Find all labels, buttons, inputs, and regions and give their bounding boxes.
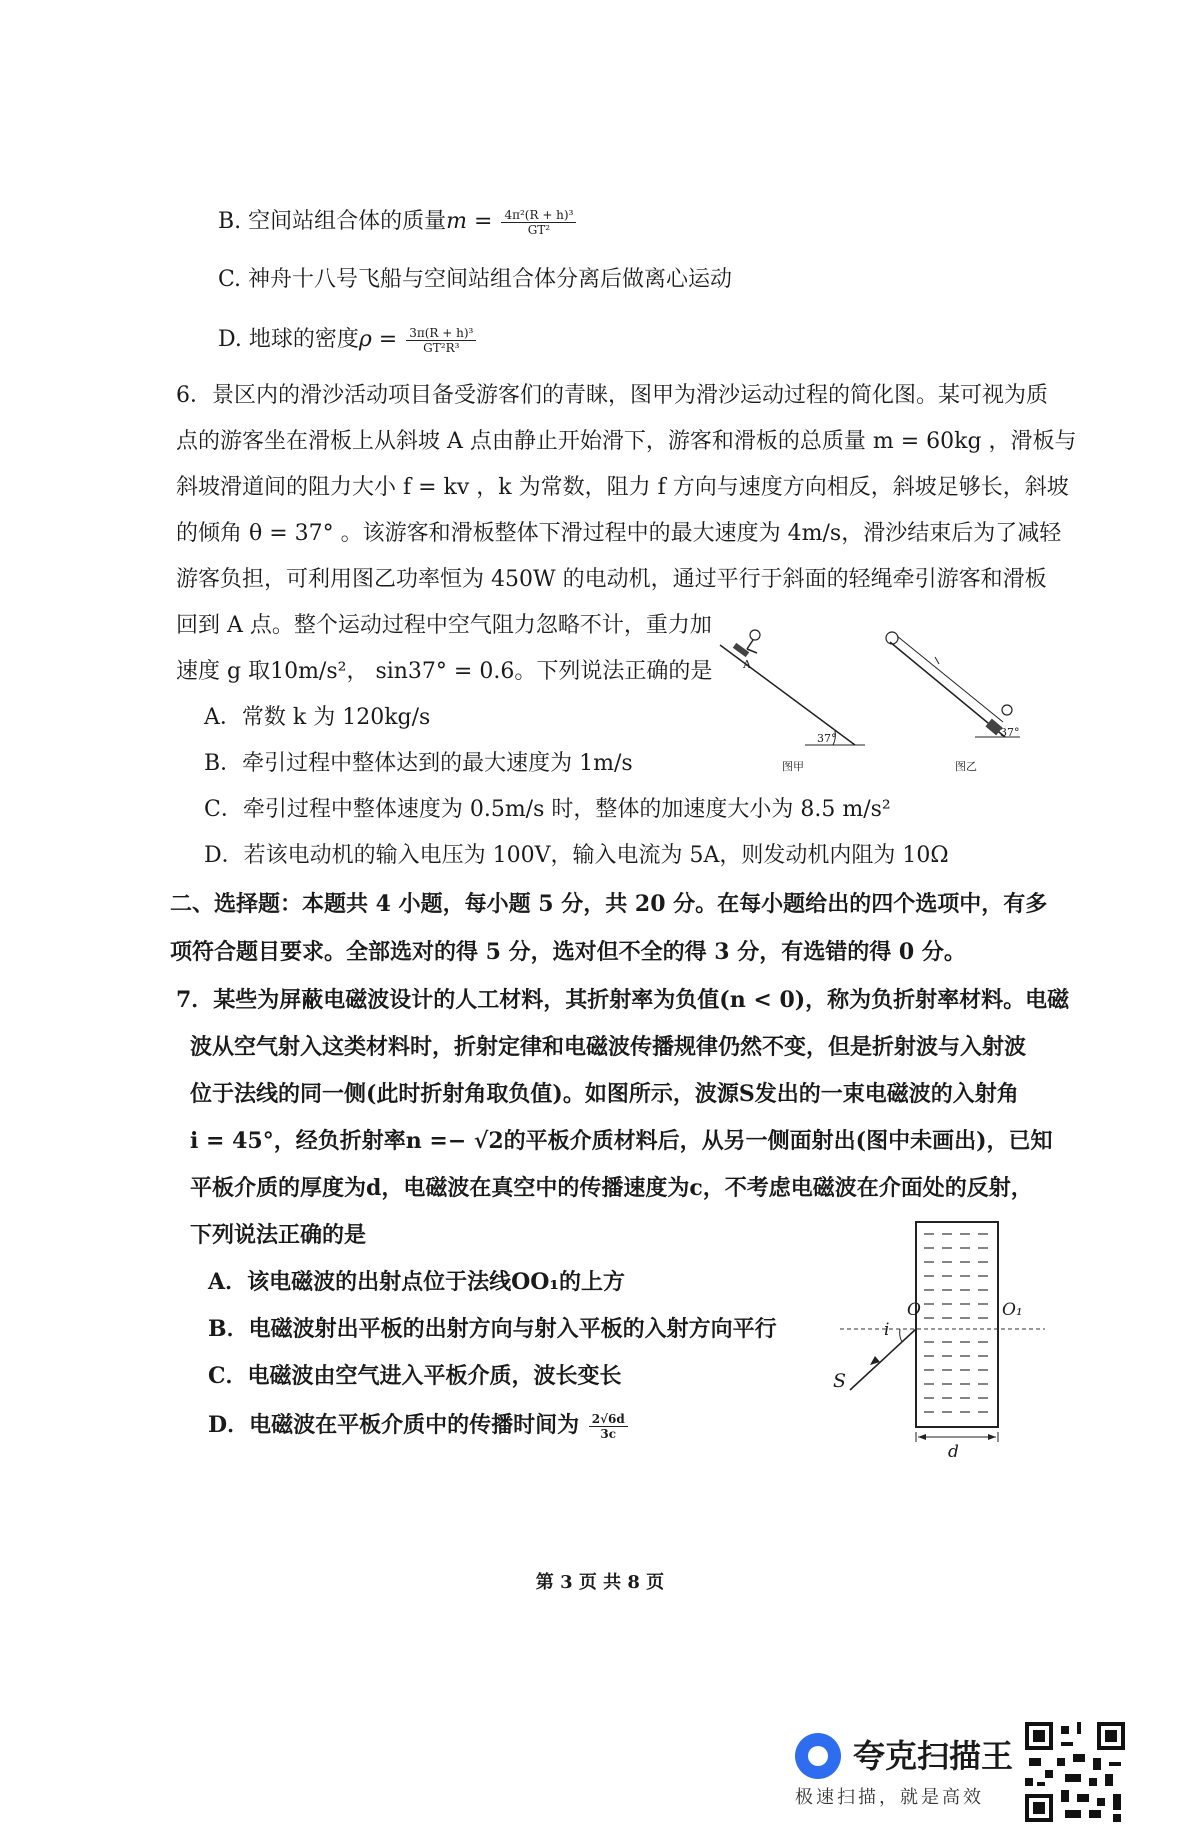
q7-line: 7．某些为屏蔽电磁波设计的人工材料，其折射率为负值(n < 0)，称为负折射率材料。电磁 bbox=[176, 987, 1070, 1013]
q6-line: 速度 g 取10m/s²， sin37° = 0.6。下列说法正确的是 bbox=[176, 659, 713, 684]
qr-code-icon bbox=[1025, 1722, 1125, 1822]
scanner-watermark bbox=[795, 1725, 1015, 1815]
q7-option-d-denominator: 3c bbox=[600, 1426, 617, 1441]
q6-option-b: B．牵引过程中整体达到的最大速度为 1m/s bbox=[204, 751, 633, 776]
q5-option-c: C. 神舟十八号飞船与空间站组合体分离后做离心运动 bbox=[218, 267, 733, 292]
q7-line: 波从空气射入这类材料时，折射定律和电磁波传播规律仍然不变，但是折射波与入射波 bbox=[190, 1034, 1027, 1060]
q7-line: 下列说法正确的是 bbox=[190, 1222, 367, 1248]
q7-option-d bbox=[208, 1410, 630, 1441]
q7-figure-angle-i: i bbox=[884, 1320, 890, 1340]
q6-option-a: A．常数 k 为 120kg/s bbox=[204, 705, 431, 730]
q5-option-b bbox=[218, 207, 578, 237]
q6-line: 斜坡滑道间的阻力大小 f = kv ，k 为常数，阻力 f 方向与速度方向相反，斜坡足够长，斜坡 bbox=[176, 475, 1069, 500]
q7-option-d-numerator: 2√6d bbox=[589, 1412, 628, 1427]
q6-figure-b-caption: 图乙 bbox=[955, 760, 977, 773]
section-heading: 二、选择题：本题共 4 小题，每小题 5 分，共 20 分。在每小题给出的四个选项中，有多 bbox=[170, 891, 1048, 917]
q7-figure-point-o1: O₁ bbox=[1002, 1300, 1023, 1320]
q5-option-b-text: B. 空间站组合体的质量 bbox=[218, 209, 447, 234]
q6-figure-b-angle: 37° bbox=[1000, 726, 1020, 739]
q5-option-b-fraction bbox=[501, 208, 576, 237]
q6-option-c: C．牵引过程中整体速度为 0.5m/s 时，整体的加速度大小为 8.5 m/s² bbox=[204, 797, 891, 822]
q5-option-d-numerator: 3π(R + h)³ bbox=[406, 326, 476, 341]
q5-option-d-text: D. 地球的密度 bbox=[218, 327, 359, 352]
q7-figure-point-o: O bbox=[907, 1300, 921, 1320]
q6-line: 点的游客坐在滑板上从斜坡 A 点由静止开始滑下，游客和滑板的总质量 m = 60kg ，滑板与 bbox=[176, 429, 1077, 454]
q6-figure-b bbox=[875, 622, 1025, 762]
q7-option-a: A．该电磁波的出射点位于法线OO₁的上方 bbox=[208, 1269, 626, 1295]
q7-figure-thickness-d: d bbox=[948, 1442, 959, 1462]
q5-option-b-numerator: 4π²(R + h)³ bbox=[501, 208, 576, 223]
q6-figure-a bbox=[715, 625, 870, 765]
q5-option-d-fraction bbox=[406, 326, 476, 355]
scanner-brand-subtitle: 极速扫描，就是高效 bbox=[795, 1787, 984, 1808]
q6-line: 的倾角 θ = 37° 。该游客和滑板整体下滑过程中的最大速度为 4m/s，滑沙结束后为了减轻 bbox=[176, 521, 1062, 546]
page-number: 第 3 页 共 8 页 bbox=[535, 1572, 665, 1593]
q6-line: 回到 A 点。整个运动过程中空气阻力忽略不计，重力加 bbox=[176, 613, 712, 638]
q6-figure-a-point: A bbox=[743, 658, 751, 671]
scanner-brand-title: 夸克扫描王 bbox=[853, 1737, 1014, 1775]
q7-option-d-text: D．电磁波在平板介质中的传播时间为 bbox=[208, 1412, 580, 1438]
q7-line: 位于法线的同一侧(此时折射角取负值)。如图所示，波源S发出的一束电磁波的入射角 bbox=[190, 1081, 1019, 1107]
section-heading: 项符合题目要求。全部选对的得 5 分，选对但不全的得 3 分，有选错的得 0 分。 bbox=[170, 939, 966, 965]
q7-figure bbox=[830, 1220, 1060, 1465]
q6-figure-a-angle: 37° bbox=[817, 732, 837, 745]
q6-option-d: D．若该电动机的输入电压为 100V，输入电流为 5A，则发动机内阻为 10Ω bbox=[204, 843, 949, 868]
q5-option-b-math: m = bbox=[446, 209, 493, 234]
q5-option-b-denominator: GT² bbox=[527, 222, 551, 237]
q6-line: 6．景区内的滑沙活动项目备受游客们的青睐，图甲为滑沙运动过程的简化图。某可视为质 bbox=[176, 383, 1049, 408]
q7-line: 平板介质的厚度为d，电磁波在真空中的传播速度为c，不考虑电磁波在介面处的反射， bbox=[190, 1175, 1033, 1201]
q7-line: i = 45°，经负折射率n =− √2的平板介质材料后，从另一侧面射出(图中未画出)，已知 bbox=[190, 1128, 1053, 1154]
q5-option-d-denominator: GT²R³ bbox=[423, 340, 460, 355]
scanner-logo-icon bbox=[795, 1733, 841, 1779]
q7-option-d-fraction bbox=[589, 1412, 628, 1441]
q5-option-d bbox=[218, 325, 478, 355]
q7-option-b: B．电磁波射出平板的出射方向与射入平板的入射方向平行 bbox=[208, 1316, 777, 1342]
q5-option-d-math: ρ = bbox=[358, 327, 398, 352]
q7-option-c: C．电磁波由空气进入平板介质，波长变长 bbox=[208, 1363, 622, 1389]
q6-figure-a-caption: 图甲 bbox=[782, 760, 804, 773]
q7-figure-source-s: S bbox=[833, 1370, 847, 1392]
q6-line: 游客负担，可利用图乙功率恒为 450W 的电动机，通过平行于斜面的轻绳牵引游客和滑板 bbox=[176, 567, 1047, 592]
